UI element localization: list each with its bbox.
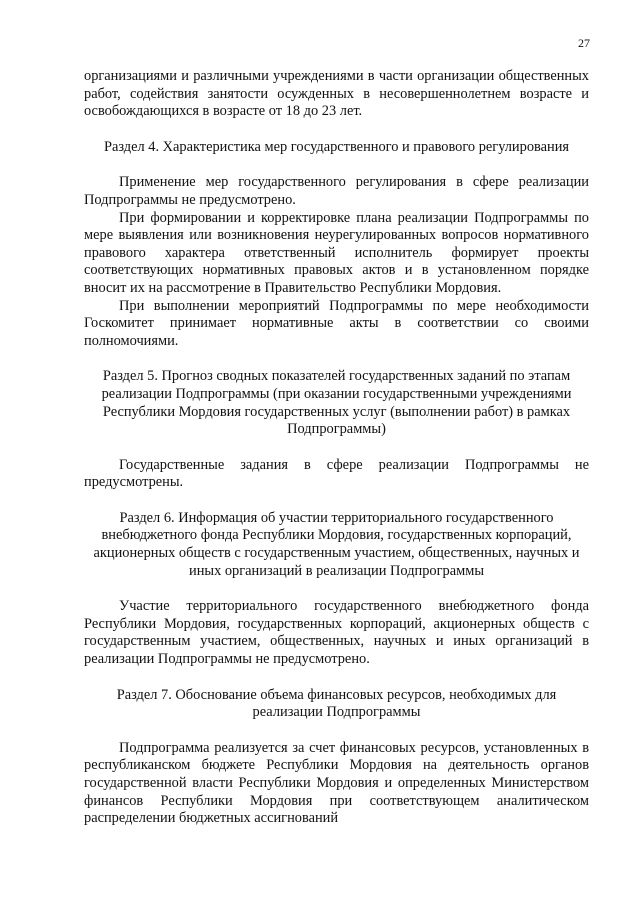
section-6-paragraph: Участие территориального государственного внебюджетного фонда Республики Мордовия, государственных корпораций, акционерных обществ с государственным участием, общественных, научных и иных организаций в реализации Подпрограммы не предусмотрено.: [84, 598, 589, 668]
document-body: [84, 68, 589, 828]
section-6-heading: Раздел 6. Информация об участии территориального государственного внебюджетного фонда Республики Мордовия, государственных корпораций, акционерных обществ с государственным участием, общественных, научных и иных организаций в реализации Подпрограммы: [93, 509, 580, 579]
intro-paragraph: организациями и различными учреждениями в части организации общественных работ, содействия занятости осужденных в несовершеннолетнем возрасте и освобождающихся в возрасте от 18 до 23 лет.: [84, 68, 589, 120]
page-number: 27: [578, 36, 590, 50]
section-4-paragraph: При формировании и корректировке плана реализации Подпрограммы по мере выявления или возникновения неурегулированных вопросов нормативного правового характера ответственный исполнитель формирует проекты соответствующих нормативных правовых актов и в установленном порядке вносит их на рассмотрение в Правительство Республики Мордовия.: [84, 209, 589, 296]
section-5-heading: Раздел 5. Прогноз сводных показателей государственных заданий по этапам реализации Подпрограммы (при оказании государственными учреждениями Республики Мордовия государственных услуг (выполнении работ) в рамках Подпрограммы): [101, 368, 572, 438]
section-4-paragraph: Применение мер государственного регулирования в сфере реализации Подпрограммы не предусмотрено.: [84, 174, 589, 208]
section-7-paragraph: Подпрограмма реализуется за счет финансовых ресурсов, установленных в республиканском бюджете Республики Мордовия на деятельность органов государственной власти Республики Мордовия и определенных Министерством финансов Республики Мордовия при соответствующем аналитическом распределении бюджетных ассигнований: [84, 739, 589, 827]
section-4-heading: Раздел 4. Характеристика мер государственного и правового регулирования: [103, 138, 570, 155]
section-7-heading: Раздел 7. Обоснование объема финансовых ресурсов, необходимых для реализации Подпрограммы: [116, 686, 557, 721]
section-5-paragraph: Государственные задания в сфере реализации Подпрограммы не предусмотрены.: [84, 456, 589, 491]
section-4-paragraph: При выполнении мероприятий Подпрограммы по мере необходимости Госкомитет принимает нормативные акты в соответствии со своими полномочиями.: [84, 297, 589, 349]
